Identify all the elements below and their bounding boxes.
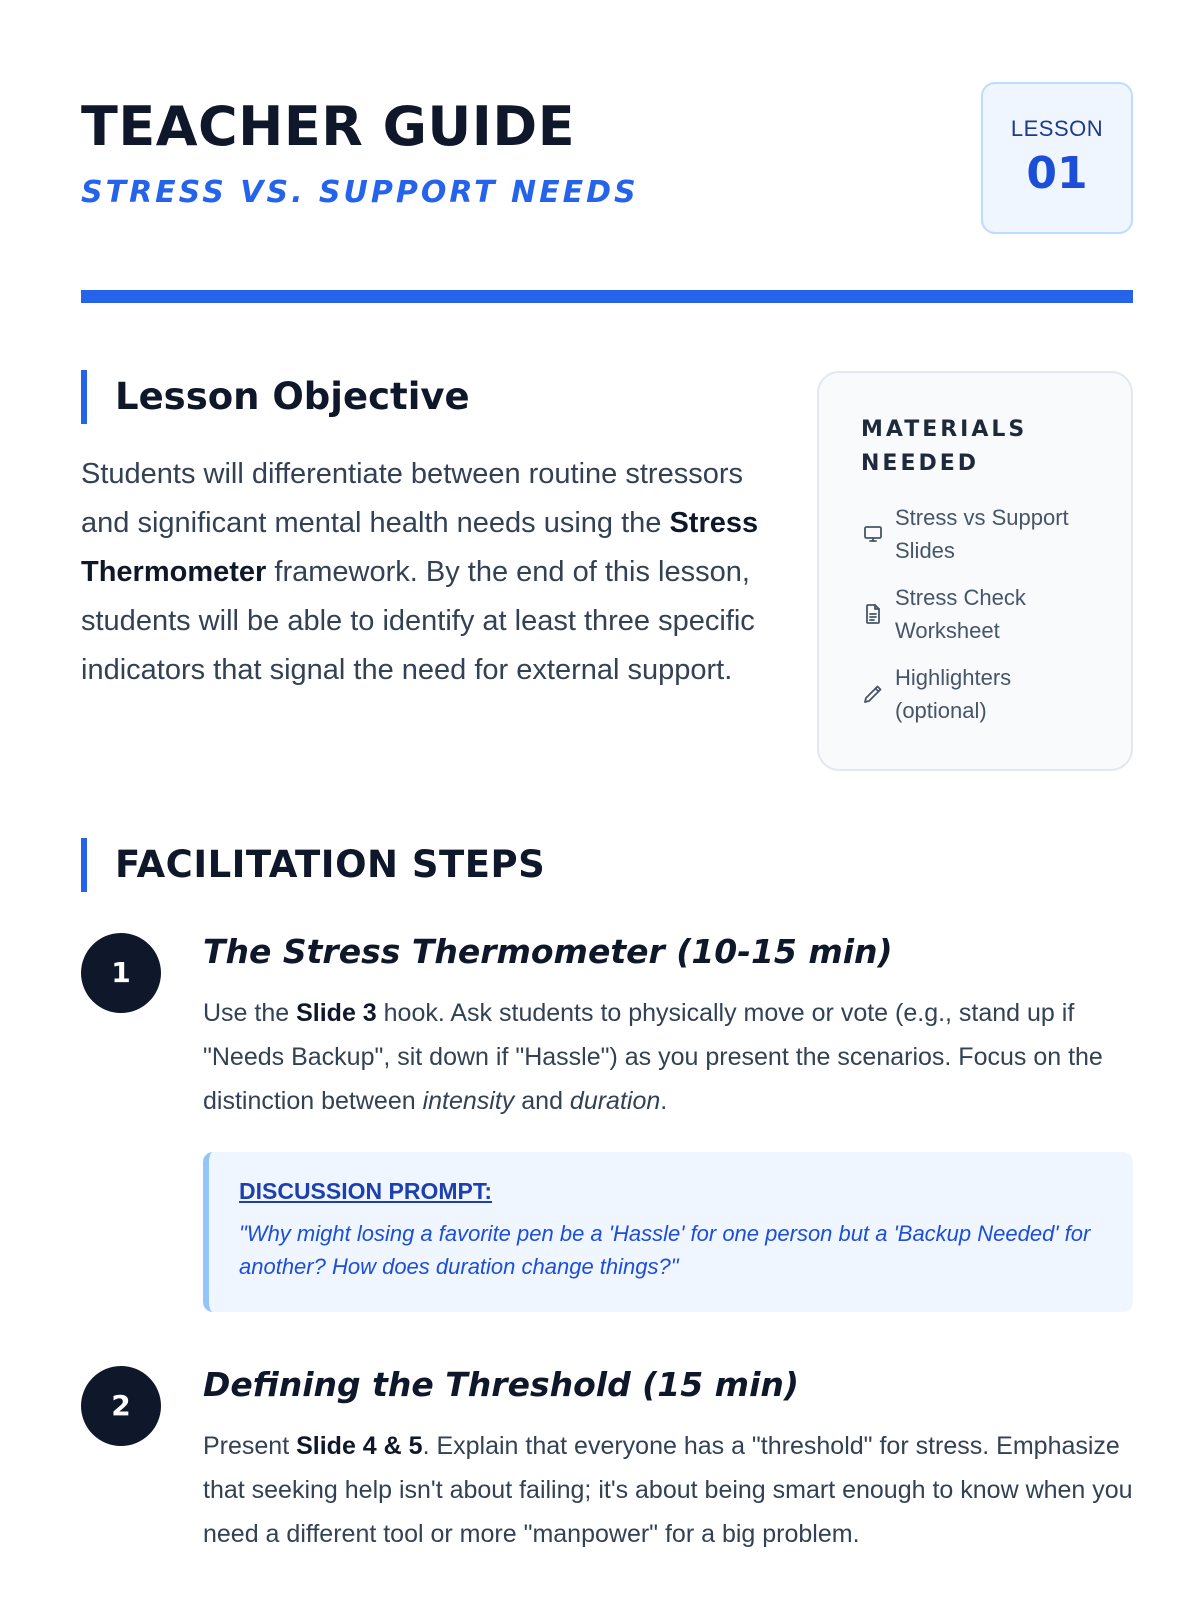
step-number-badge: 1 — [81, 933, 161, 1013]
materials-item-label: Stress Check Worksheet — [895, 585, 1026, 643]
step-body-emphasis: duration — [569, 1087, 661, 1115]
materials-item — [861, 661, 1131, 727]
step-body-text: . Explain that everyone has a "threshold" for stress. Emphasize that seeking help isn't about failing; it's about being smart enough to know when you need a different tool or more "manpower" for a big problem. — [203, 1432, 1133, 1548]
objective-text-start: Students will differentiate between routine stressors and significant mental health needs using the — [81, 458, 743, 539]
step-title: The Stress Thermometer (10-15 min) — [203, 932, 893, 971]
step-body — [203, 1424, 1133, 1556]
materials-item-label: Stress vs Support Slides — [895, 505, 1069, 563]
step-body-text: Present — [203, 1432, 297, 1460]
materials-title: MATERIALS NEEDED — [861, 417, 1028, 476]
page-title: TEACHER GUIDE — [81, 95, 576, 158]
facilitation-heading: FACILITATION STEPS — [81, 838, 545, 892]
materials-item — [861, 501, 1131, 567]
materials-item-label: Highlighters (optional) — [895, 665, 1012, 723]
header-divider — [81, 290, 1133, 303]
lesson-number: 01 — [1026, 148, 1088, 199]
discussion-prompt-label: DISCUSSION PROMPT: — [239, 1178, 493, 1204]
step-body-text: Use the — [203, 999, 297, 1027]
materials-list — [861, 501, 1131, 727]
step-body-bold: Slide 4 & 5 — [296, 1432, 423, 1460]
pencil-icon — [861, 682, 885, 706]
page-subtitle: STRESS VS. SUPPORT NEEDS — [81, 175, 639, 210]
discussion-prompt-box — [203, 1152, 1133, 1312]
objective-heading: Lesson Objective — [81, 370, 470, 424]
objective-text-end: framework. By the end of this lesson, students will be able to identify at least three specific indicators that signal the need for external support. — [81, 556, 755, 686]
lesson-badge — [981, 82, 1133, 234]
page-header — [81, 82, 1133, 234]
objective-text — [81, 450, 781, 695]
step-body-bold: Slide 3 — [296, 999, 377, 1027]
materials-item — [861, 581, 1131, 647]
step-number-badge: 2 — [81, 1366, 161, 1446]
step-body-text: . — [660, 1087, 668, 1115]
document-icon — [861, 602, 885, 626]
lesson-label: LESSON — [1010, 116, 1104, 141]
discussion-prompt-quote: "Why might losing a favorite pen be a 'Hassle' for one person but a 'Backup Needed' for another? How does duration change things?" — [239, 1221, 1091, 1279]
step-body-text: and — [514, 1087, 570, 1115]
step-title: Defining the Threshold (15 min) — [203, 1365, 799, 1404]
materials-card — [817, 371, 1133, 771]
step-body-emphasis: intensity — [422, 1087, 515, 1115]
step-body-text: hook. Ask students to physically move or vote (e.g., stand up if "Needs Backup", sit down if "Hassle") as you present the scenarios. Focus on the distinction between — [203, 999, 1103, 1115]
monitor-icon — [861, 522, 885, 546]
step-body — [203, 991, 1133, 1123]
objective-text-bold: Stress Thermometer — [81, 507, 759, 588]
